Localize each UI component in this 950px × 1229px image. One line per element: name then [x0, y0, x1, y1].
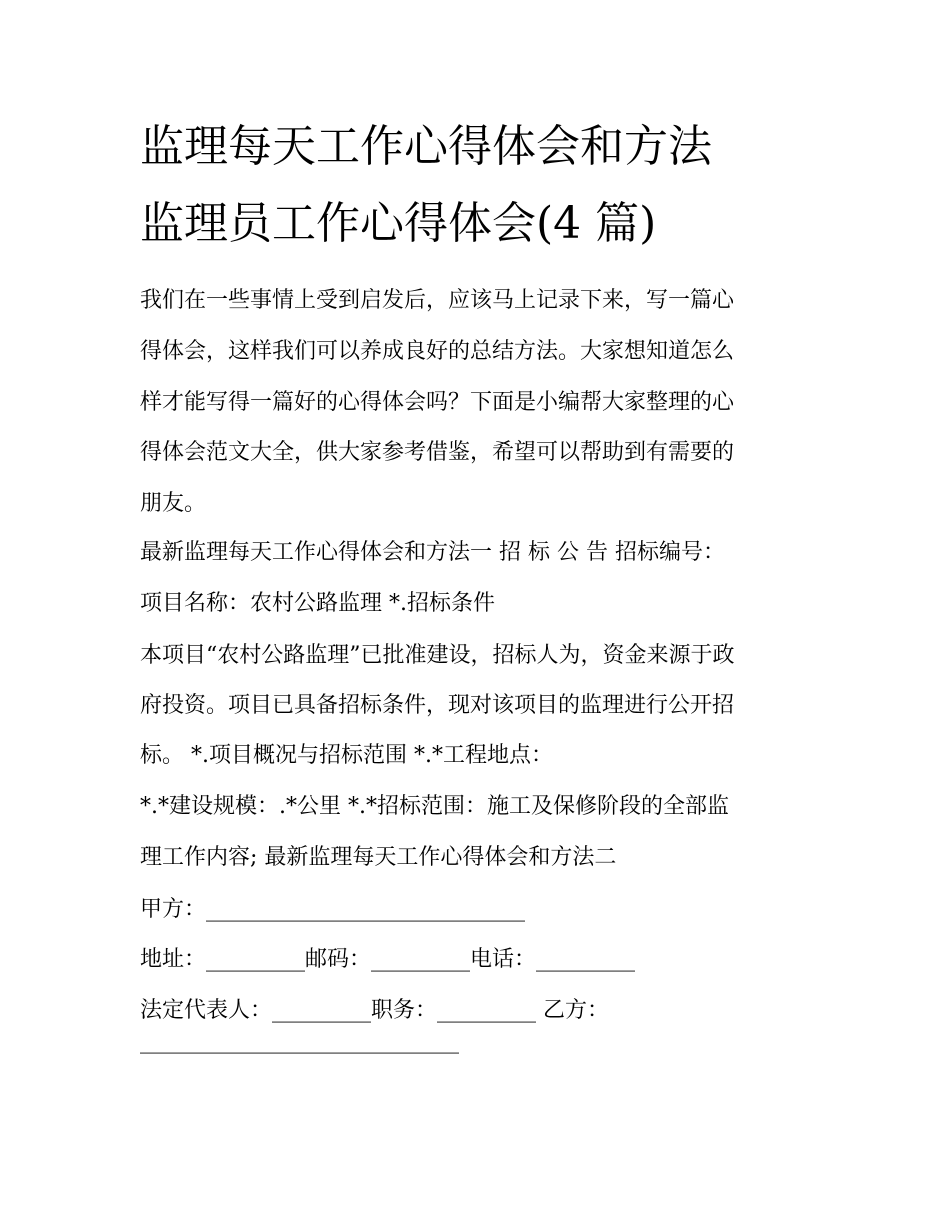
body-line-7: 项目名称：农村公路监理 *.招标条件 — [140, 591, 495, 616]
body-line-11: *.*建设规模：.*公里 *.*招标范围：施工及保修阶段的全部监 — [140, 794, 729, 819]
body-line-10: 标。 *.项目概况与招标范围 *.*工程地点： — [140, 743, 553, 768]
body-line-4: 得体会范文大全，供大家参考借鉴，希望可以帮助到有需要的 — [140, 440, 735, 465]
body-line-2: 得体会，这样我们可以养成良好的总结方法。大家想知道怎么 — [140, 339, 735, 364]
document-title-line-1: 监理每天工作心得体会和方法 — [140, 121, 712, 172]
body-line-9: 府投资。项目已具备招标条件，现对该项目的监理进行公开招 — [140, 693, 735, 718]
body-line-6: 最新监理每天工作心得体会和方法一 招 标 公 告 招标编号： — [140, 540, 725, 565]
body-line-3: 样才能写得一篇好的心得体会吗？下面是小编帮大家整理的心 — [140, 390, 735, 415]
body-line-8: 本项目“农村公路监理”已批准建设，招标人为，资金来源于政 — [140, 643, 735, 668]
party-b-blank-line: _____________________________ — [140, 1029, 459, 1054]
body-line-1: 我们在一些事情上受到启发后，应该马上记录下来，写一篇心 — [140, 288, 735, 313]
address-line: 地址：_________邮码：_________电话：_________ — [140, 947, 636, 972]
document-title-line-2: 监理员工作心得体会(4 篇) — [140, 198, 657, 249]
body-line-5: 朋友。 — [140, 491, 207, 516]
party-a-line: 甲方：_____________________________ — [140, 897, 526, 922]
body-line-12: 理工作内容; 最新监理每天工作心得体会和方法二 — [140, 845, 617, 870]
legal-representative-line: 法定代表人：_________职务：_________ 乙方： — [140, 998, 609, 1023]
